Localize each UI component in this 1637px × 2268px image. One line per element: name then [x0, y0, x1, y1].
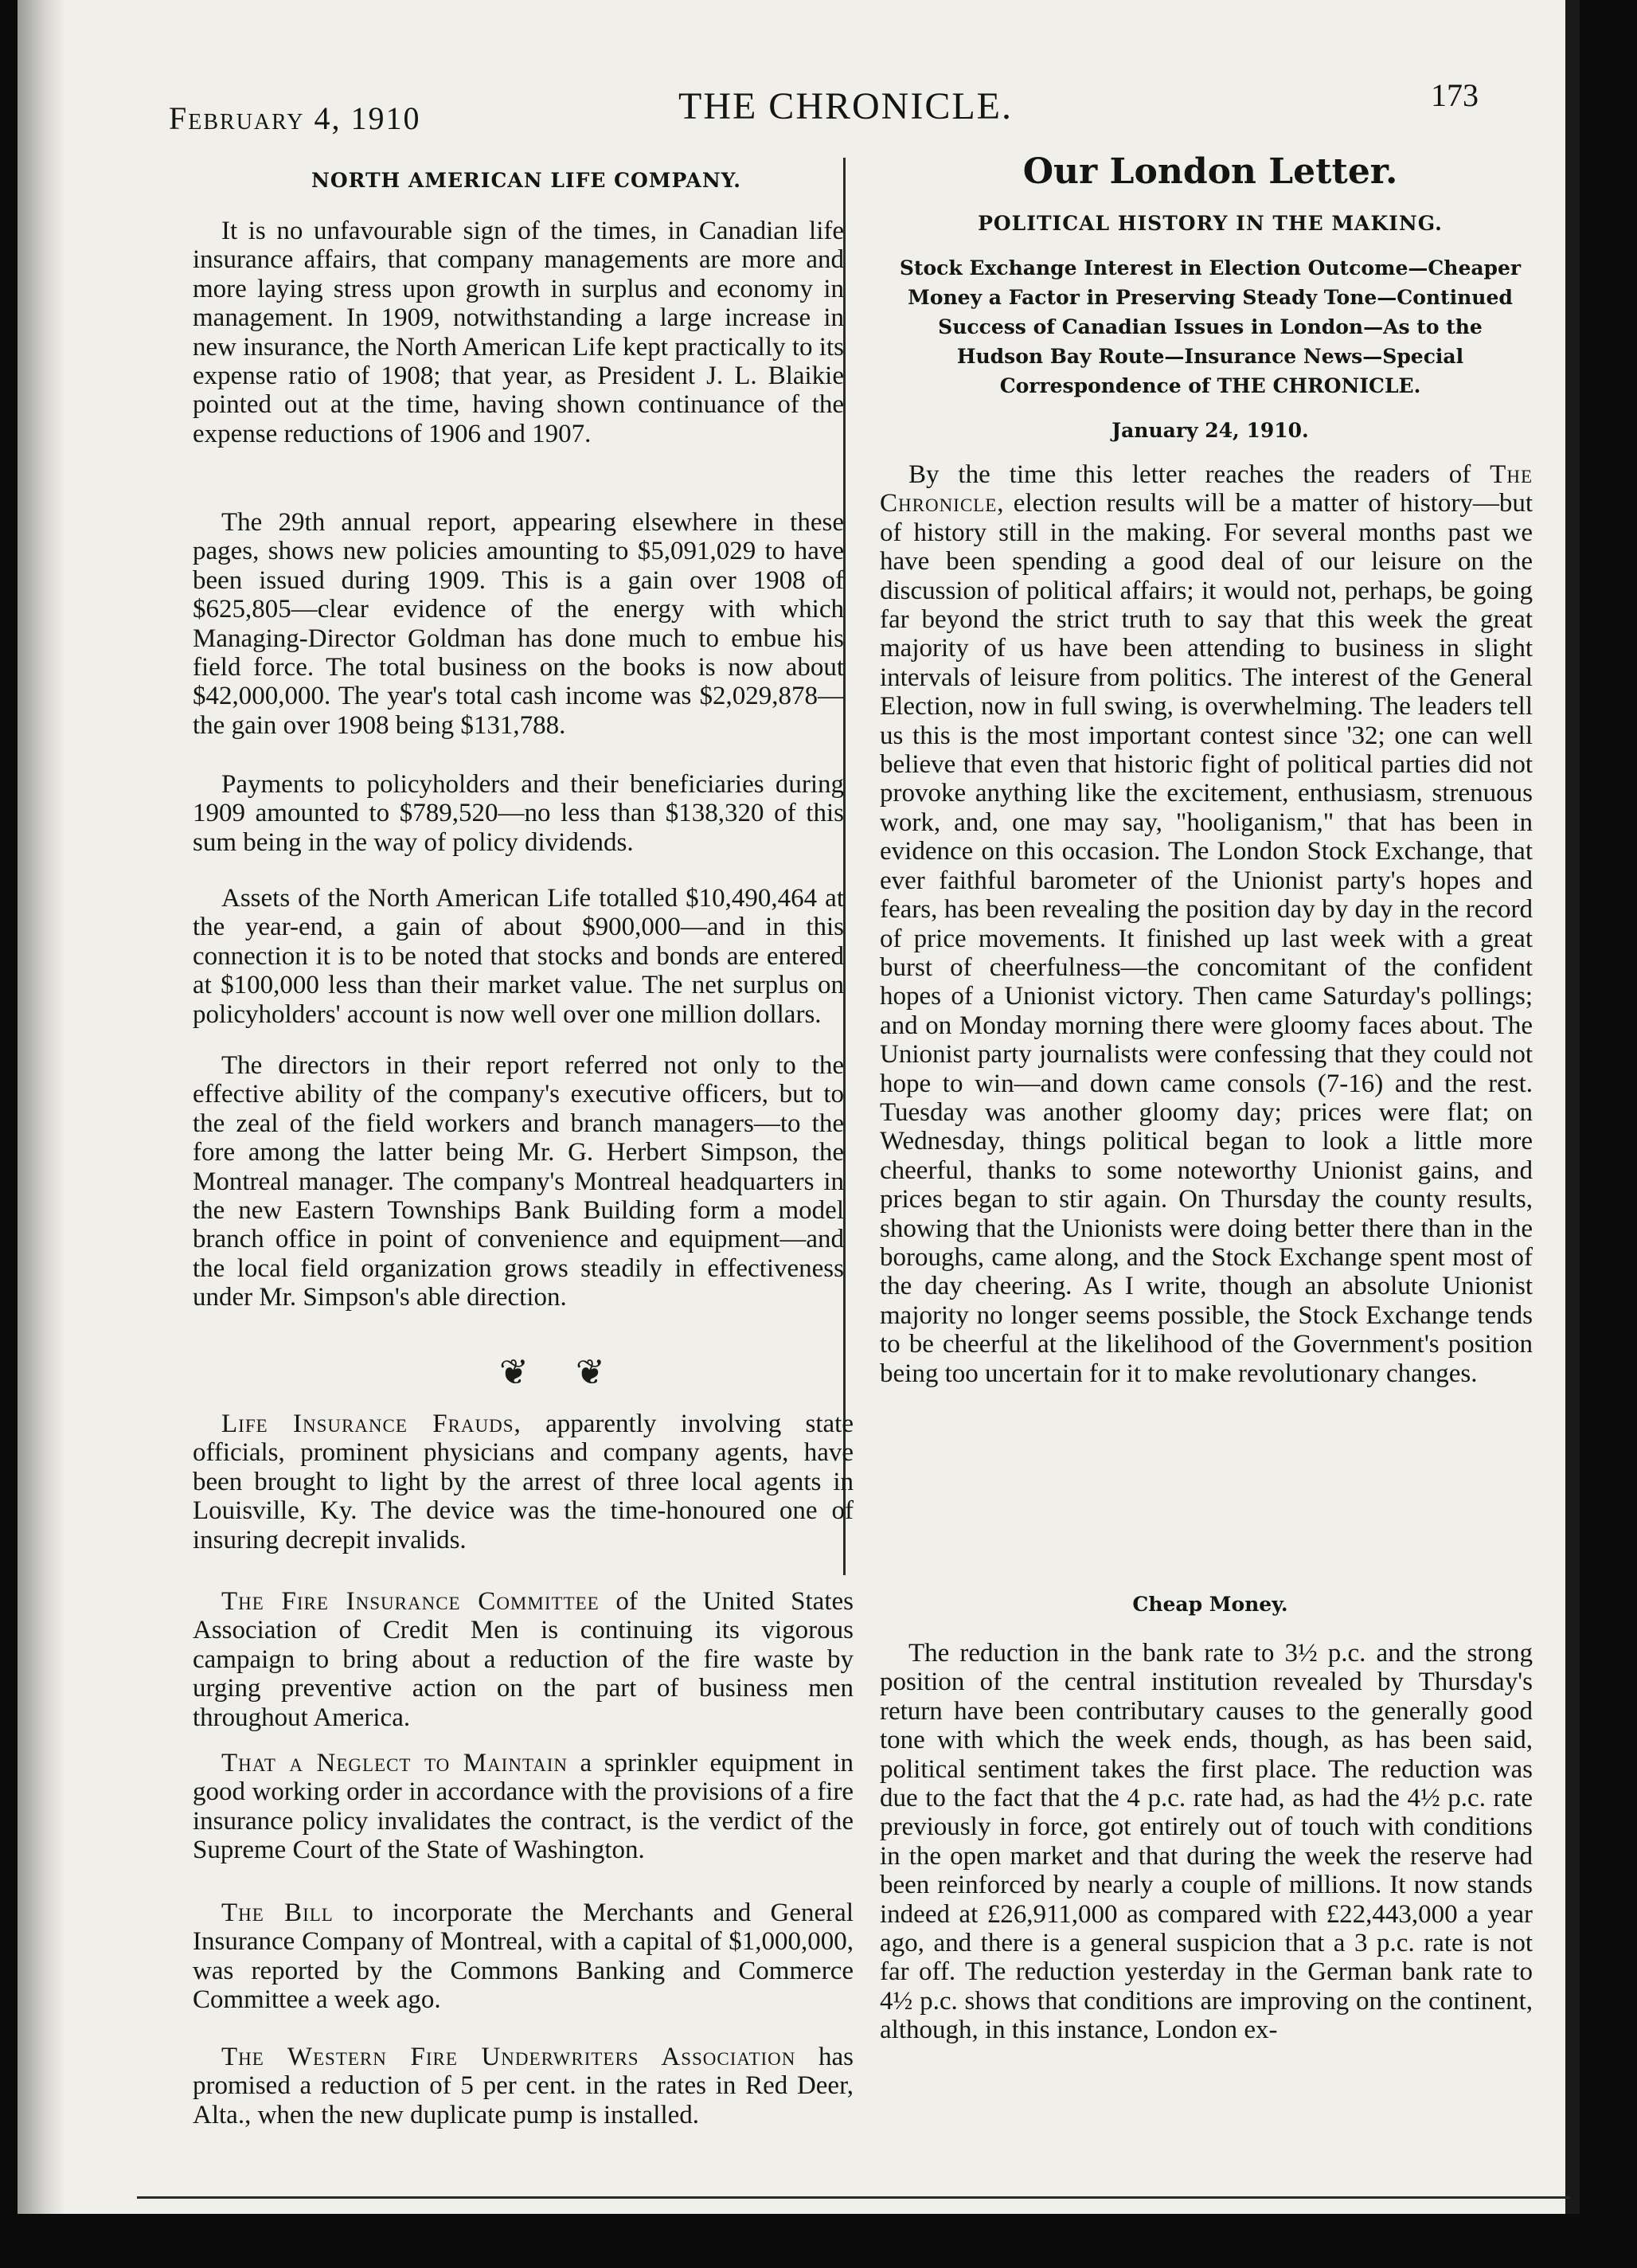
page-gutter-shadow [18, 0, 65, 2214]
publication-name: The Chronicle [880, 460, 1533, 518]
london-letter-paragraph-1 [880, 460, 1533, 1388]
note-lead: That a Neglect to Maintain [221, 1749, 568, 1777]
article-paragraph-1: It is no unfavourable sign of the times, in Canadian life insurance affairs, that company managements are more and more laying stress upon growth in surplus and economy in management. In 1909, notwithstanding a large increase in new insurance, the North American Life kept practically to its expense ratio of 1908; that year, as President J. L. Blaikie pointed out at the time, having shown continuance of the expense reductions of 1906 and 1907. [193, 217, 844, 448]
note-neglect-to-maintain [193, 1749, 854, 1865]
note-text: has promised a reduction of 5 per cent. in the rates in Red Deer, Alta., when the new duplicate pump is installed. [193, 2043, 854, 2129]
publication-title: THE CHRONICLE. [678, 85, 1013, 127]
note-lead: The Fire Insurance Committee [221, 1587, 600, 1616]
newspaper-page [18, 0, 1580, 2214]
paragraph-text: , election results will be a matter of history—but of history still in the making. For several months past we have been spending a good deal of our leisure on the discussion of political affairs; it would not, perhaps, be going far beyond the strict truth to say that this week the great majority of us have been attending to business in slight intervals of leisure from politics. The interest of the General Election, now in full swing, is overwhelming. The leaders tell us this is the most important contest since '32; one can well believe that even that historic fight of political parties did not provoke anything like the excitement, enthusiasm, strenuous work, and, one may say, "hooliganism," that has been in evidence on this occasion. The London Stock Exchange, that ever faithful barometer of the Unionist party's hopes and fears, has been revealing the position day by day in the record of price movements. It finished up last week with a great burst of cheerfulness—the concomitant of the confident hopes of a Unionist victory. Then came Saturday's pollings; and on Monday morning there were gloomy faces about. The Unionist party journalists were confessing that they could not hope to win—and down came consols (7-16) and the rest. Tuesday was another gloomy day; prices were flat; on Wednesday, things political began to look a little more cheerful, thanks to some noteworthy Unionist gains, and prices began to stir again. On Thursday the county results, showing that the Unionists were doing better there than in the boroughs, came along, and the Stock Exchange spent most of the day cheering. As I write, though an absolute Unionist majority no longer seems possible, the Stock Exchange tends to be cheerful at the likelihood of the Government's position being too uncertain for it to make revolutionary changes. [880, 489, 1533, 1388]
article-paragraph-3: Payments to policyholders and their beneficiaries during 1909 amounted to $789,520—no less than $138,320 of this sum being in the way of policy dividends. [193, 770, 844, 857]
note-western-fire-underwriters [193, 2043, 854, 2129]
note-lead: Life Insurance Frauds, [221, 1410, 522, 1438]
subhead-cheap-money: Cheap Money. [1132, 1593, 1288, 1616]
running-head [18, 0, 1580, 151]
article-subtitle: POLITICAL HISTORY IN THE MAKING. [978, 212, 1443, 235]
note-lead: The Western Fire Underwriters Association [221, 2043, 796, 2071]
article-paragraph-2: The 29th annual report, appearing elsewhere in these pages, shows new policies amounting to $5,091,029 to have been issued during 1909. This is a gain over 1908 of $625,805—clear evidence of the energy with which Managing-Director Goldman has done much to embue his field force. The total business on the books is now about $42,000,000. The year's total cash income was $2,029,878—the gain over 1908 being $131,788. [193, 508, 844, 740]
note-the-bill [193, 1898, 854, 2015]
article-heading-north-american-life: NORTH AMERICAN LIFE COMPANY. [311, 169, 742, 192]
article-paragraph-5: The directors in their report referred not only to the effective ability of the company's executive officers, but to the zeal of the field workers and branch managers—to the fore among the latter being Mr. G. Herbert Simpson, the Montreal manager. The company's Montreal headquarters in the new Eastern Townships Bank Building form a model branch office in point of convenience and equipment—and the local field organization grows steadily in effectiveness under Mr. Simpson's able direction. [193, 1051, 844, 1312]
note-lead: The Bill [221, 1898, 334, 1927]
article-deck: Stock Exchange Interest in Election Outcome—Cheaper Money a Factor in Preserving Steady Tone—Continued Success of Canadian Issues in London—As to the Hudson Bay Route—Insurance News—Special Correspondence of THE CHRONICLE. [899, 256, 1522, 397]
page-number: 173 [1431, 77, 1479, 113]
issue-date: February 4, 1910 [169, 100, 421, 136]
note-text: apparently involving state officials, prominent physicians and company agents, have been brought to light by the arrest of three local agents in Louisville, Ky. The device was the time-honoured one of insuring decrepit invalids. [193, 1410, 854, 1554]
note-fire-insurance-committee [193, 1587, 854, 1732]
london-letter-paragraph-2: The reduction in the bank rate to 3½ p.c. and the strong position of the central institution revealed by Thursday's return have been contributary causes to the generally good tone with which the week ends, though, as has been said, political sentiment takes the first place. The reduction was due to the fact that the 4 p.c. rate had, as had the 4½ p.c. rate previously in force, got entirely out of touch with conditions in the open market and that during the week the reserve had been reinforced by nearly a couple of millions. It now stands indeed at £26,911,000 as compared with £22,443,000 a year ago, and there is a general suspicion that a 3 p.c. rate is not far off. The reduction yesterday in the German bank rate to 4½ p.c. shows that conditions are improving on the continent, although, in this instance, London ex- [880, 1639, 1533, 2045]
note-life-insurance-frauds [193, 1410, 854, 1554]
page-bottom-rule [137, 2196, 1570, 2199]
paragraph-lead: By the time this letter reaches the readers of [908, 460, 1490, 489]
note-text: to incorporate the Merchants and General Insurance Company of Montreal, with a capital of $1,000,000, was reported by the Commons Banking and Commerce Committee a week ago. [193, 1898, 854, 2015]
article-dateline: January 24, 1910. [1112, 419, 1309, 442]
article-paragraph-4: Assets of the North American Life totalled $10,490,464 at the year-end, a gain of about $900,000—and in this connection it is to be noted that stocks and bonds are entered at $100,000 less than their market value. The net surplus on policyholders' account is now well over one million dollars. [193, 884, 844, 1029]
note-text: a sprinkler equipment in good working order in accordance with the provisions of a fire insurance policy invalidates the contract, is the verdict of the Supreme Court of the State of Washington. [193, 1749, 854, 1865]
note-text: of the United States Association of Credit Men is continuing its vigorous campaign to bring about a reduction of the fire waste by urging preventive action on the part of business men throughout America. [193, 1587, 854, 1732]
page-right-edge [1565, 0, 1580, 2214]
article-title-london-letter: Our London Letter. [1022, 151, 1398, 192]
section-ornament: ❦ ❦ [499, 1353, 624, 1392]
